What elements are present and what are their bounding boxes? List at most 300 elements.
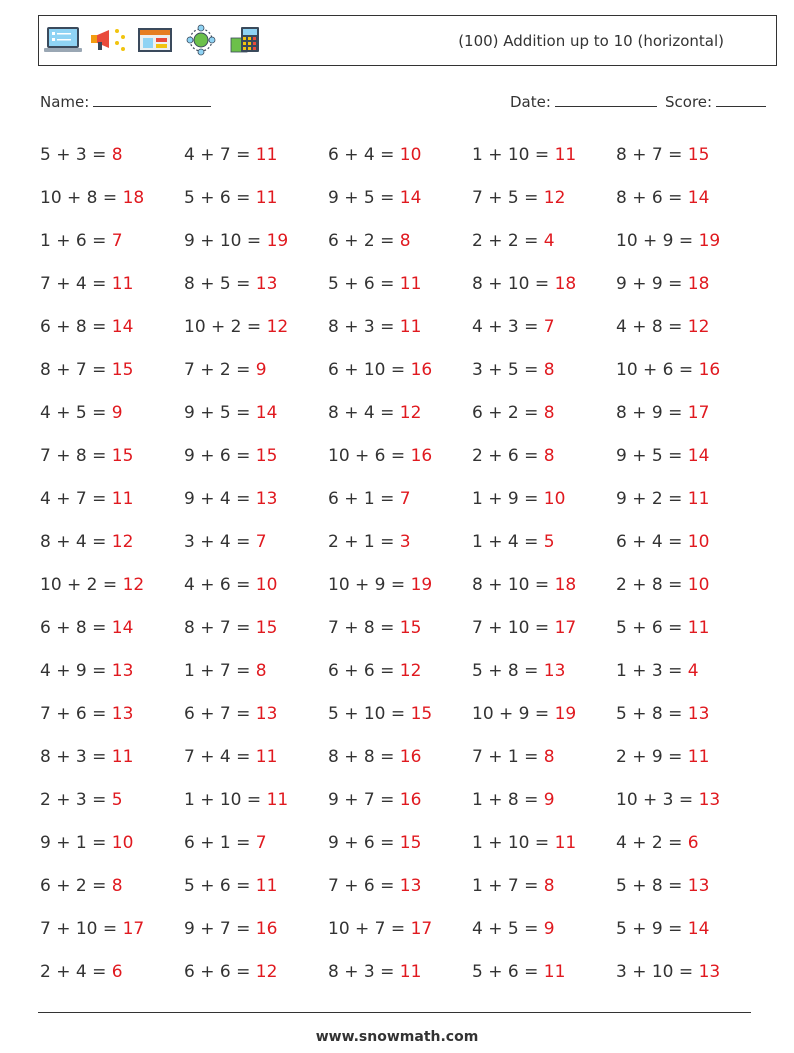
problem-item	[184, 737, 328, 780]
problem-question: 5 + 6 =	[184, 188, 251, 208]
problem-question: 1 + 10 =	[472, 145, 550, 165]
problem-answer: 10	[255, 575, 278, 595]
problem-answer: 8	[111, 876, 123, 896]
problem-item	[184, 823, 328, 866]
problem-item	[184, 694, 328, 737]
problem-item	[472, 737, 616, 780]
problem-question: 10 + 6 =	[328, 446, 406, 466]
problem-answer: 12	[687, 317, 710, 337]
problem-answer: 10	[399, 145, 422, 165]
problem-question: 9 + 2 =	[616, 489, 683, 509]
problem-question: 9 + 4 =	[184, 489, 251, 509]
problem-answer: 17	[554, 618, 577, 638]
score-field[interactable]	[665, 93, 766, 111]
problem-question: 9 + 1 =	[40, 833, 107, 853]
problem-question: 9 + 6 =	[328, 833, 395, 853]
problem-question: 1 + 4 =	[472, 532, 539, 552]
problem-item	[472, 264, 616, 307]
problem-item	[40, 522, 184, 565]
problem-answer: 12	[543, 188, 566, 208]
problem-item	[184, 952, 328, 995]
problem-item	[328, 522, 472, 565]
problem-answer: 9	[543, 790, 555, 810]
problem-question: 6 + 2 =	[328, 231, 395, 251]
problem-answer: 11	[111, 274, 134, 294]
problem-answer: 16	[410, 446, 433, 466]
problem-question: 2 + 2 =	[472, 231, 539, 251]
problem-question: 4 + 2 =	[616, 833, 683, 853]
problem-answer: 13	[698, 790, 721, 810]
problem-question: 6 + 7 =	[184, 704, 251, 724]
problem-answer: 11	[255, 188, 278, 208]
problem-question: 2 + 3 =	[40, 790, 107, 810]
problem-question: 7 + 5 =	[472, 188, 539, 208]
problem-answer: 6	[111, 962, 123, 982]
problem-item	[328, 780, 472, 823]
problem-answer: 7	[399, 489, 411, 509]
problem-question: 4 + 6 =	[184, 575, 251, 595]
problem-question: 1 + 10 =	[184, 790, 262, 810]
date-blank-line[interactable]	[555, 94, 657, 107]
problem-answer: 10	[543, 489, 566, 509]
problem-item	[472, 221, 616, 264]
problem-question: 8 + 4 =	[40, 532, 107, 552]
problem-answer: 7	[111, 231, 123, 251]
problem-question: 4 + 7 =	[184, 145, 251, 165]
problem-answer: 18	[554, 274, 577, 294]
problem-item	[616, 436, 760, 479]
problem-answer: 12	[399, 403, 422, 423]
problem-question: 10 + 8 =	[40, 188, 118, 208]
problem-answer: 12	[399, 661, 422, 681]
problem-item	[328, 694, 472, 737]
problem-answer: 11	[111, 489, 134, 509]
problem-question: 5 + 8 =	[616, 876, 683, 896]
problem-item	[616, 909, 760, 952]
problem-answer: 11	[687, 618, 710, 638]
problem-item	[472, 135, 616, 178]
problem-item	[328, 866, 472, 909]
problem-item	[616, 135, 760, 178]
problem-question: 1 + 3 =	[616, 661, 683, 681]
problem-answer: 13	[255, 704, 278, 724]
problem-answer: 13	[111, 704, 134, 724]
problem-question: 6 + 6 =	[184, 962, 251, 982]
problem-item	[328, 608, 472, 651]
problem-answer: 15	[687, 145, 710, 165]
problem-item	[472, 307, 616, 350]
date-field[interactable]	[510, 93, 657, 111]
problem-item	[328, 952, 472, 995]
problem-question: 1 + 9 =	[472, 489, 539, 509]
megaphone-icon	[89, 24, 129, 56]
problem-answer: 8	[543, 446, 555, 466]
problem-item	[40, 866, 184, 909]
problem-answer: 8	[543, 360, 555, 380]
problem-question: 8 + 8 =	[328, 747, 395, 767]
problem-answer: 15	[255, 618, 278, 638]
problem-item	[328, 221, 472, 264]
problem-answer: 18	[554, 575, 577, 595]
problem-item	[616, 651, 760, 694]
problem-answer: 9	[255, 360, 267, 380]
problem-question: 3 + 4 =	[184, 532, 251, 552]
problem-item	[616, 780, 760, 823]
problem-question: 2 + 9 =	[616, 747, 683, 767]
problem-answer: 11	[255, 145, 278, 165]
problem-item	[40, 393, 184, 436]
problem-item	[616, 178, 760, 221]
problem-answer: 15	[111, 446, 134, 466]
problem-item	[184, 479, 328, 522]
problem-item	[472, 436, 616, 479]
problem-question: 2 + 8 =	[616, 575, 683, 595]
problem-question: 7 + 8 =	[40, 446, 107, 466]
problem-answer: 9	[543, 919, 555, 939]
problem-question: 6 + 2 =	[472, 403, 539, 423]
problem-item	[328, 178, 472, 221]
score-label: Score:	[665, 93, 713, 111]
problem-answer: 14	[687, 188, 710, 208]
name-blank-line[interactable]	[93, 94, 211, 107]
problem-answer: 19	[554, 704, 577, 724]
problem-item	[184, 909, 328, 952]
problem-item	[328, 307, 472, 350]
problem-answer: 5	[543, 532, 555, 552]
problem-answer: 11	[543, 962, 566, 982]
problem-question: 1 + 8 =	[472, 790, 539, 810]
problem-answer: 13	[543, 661, 566, 681]
problem-question: 10 + 9 =	[328, 575, 406, 595]
problem-question: 4 + 3 =	[472, 317, 539, 337]
problem-item	[40, 264, 184, 307]
problem-answer: 14	[111, 618, 134, 638]
icon-strip	[43, 24, 267, 56]
problem-question: 8 + 7 =	[616, 145, 683, 165]
problem-answer: 16	[698, 360, 721, 380]
problem-question: 9 + 6 =	[184, 446, 251, 466]
problem-question: 4 + 7 =	[40, 489, 107, 509]
problem-item	[472, 651, 616, 694]
problem-question: 5 + 8 =	[472, 661, 539, 681]
problem-question: 8 + 10 =	[472, 274, 550, 294]
problem-question: 9 + 10 =	[184, 231, 262, 251]
problem-question: 7 + 8 =	[328, 618, 395, 638]
problem-question: 9 + 7 =	[184, 919, 251, 939]
problem-item	[616, 221, 760, 264]
problem-item	[472, 952, 616, 995]
problem-item	[328, 436, 472, 479]
problem-answer: 13	[687, 876, 710, 896]
problem-question: 5 + 3 =	[40, 145, 107, 165]
problem-question: 5 + 8 =	[616, 704, 683, 724]
problem-answer: 15	[255, 446, 278, 466]
problem-question: 1 + 10 =	[472, 833, 550, 853]
problem-answer: 7	[543, 317, 555, 337]
problem-question: 5 + 6 =	[616, 618, 683, 638]
problem-answer: 13	[111, 661, 134, 681]
problem-answer: 16	[410, 360, 433, 380]
problem-answer: 11	[399, 274, 422, 294]
problem-question: 7 + 4 =	[40, 274, 107, 294]
problem-item	[472, 522, 616, 565]
problem-question: 5 + 6 =	[328, 274, 395, 294]
problem-answer: 15	[111, 360, 134, 380]
problem-question: 8 + 10 =	[472, 575, 550, 595]
calculator-icon	[227, 24, 267, 56]
problem-item	[184, 651, 328, 694]
problem-item	[40, 178, 184, 221]
problem-item	[472, 823, 616, 866]
problem-question: 6 + 1 =	[328, 489, 395, 509]
problem-question: 8 + 3 =	[40, 747, 107, 767]
problem-item	[328, 350, 472, 393]
problem-answer: 11	[255, 747, 278, 767]
problem-question: 5 + 6 =	[184, 876, 251, 896]
problem-item	[616, 694, 760, 737]
problem-item	[616, 307, 760, 350]
problem-answer: 16	[399, 790, 422, 810]
problem-item	[472, 350, 616, 393]
problem-item	[40, 823, 184, 866]
problem-answer: 17	[687, 403, 710, 423]
problem-question: 1 + 6 =	[40, 231, 107, 251]
problem-answer: 12	[111, 532, 134, 552]
problem-question: 3 + 10 =	[616, 962, 694, 982]
header-box	[38, 15, 777, 66]
problem-item	[40, 221, 184, 264]
laptop-checklist-icon	[43, 24, 83, 56]
footer-rule	[38, 1012, 751, 1013]
problem-answer: 14	[111, 317, 134, 337]
problem-answer: 13	[255, 274, 278, 294]
problem-question: 6 + 2 =	[40, 876, 107, 896]
problem-item	[472, 393, 616, 436]
problem-item	[184, 264, 328, 307]
problem-answer: 8	[543, 876, 555, 896]
problem-answer: 11	[399, 962, 422, 982]
problem-question: 10 + 9 =	[472, 704, 550, 724]
problem-item	[616, 565, 760, 608]
problem-question: 1 + 7 =	[472, 876, 539, 896]
problem-question: 6 + 8 =	[40, 317, 107, 337]
problem-question: 6 + 4 =	[328, 145, 395, 165]
problem-answer: 3	[399, 532, 411, 552]
problem-answer: 15	[399, 833, 422, 853]
problem-question: 7 + 6 =	[328, 876, 395, 896]
problem-answer: 8	[543, 747, 555, 767]
problem-answer: 13	[399, 876, 422, 896]
problem-item	[184, 780, 328, 823]
problem-answer: 14	[399, 188, 422, 208]
problem-question: 8 + 9 =	[616, 403, 683, 423]
problem-answer: 13	[698, 962, 721, 982]
problem-item	[40, 608, 184, 651]
problem-item	[472, 866, 616, 909]
problem-question: 5 + 9 =	[616, 919, 683, 939]
problem-item	[328, 393, 472, 436]
problem-question: 8 + 3 =	[328, 317, 395, 337]
problem-item	[40, 909, 184, 952]
footer-url[interactable]: www.snowmath.com	[315, 1029, 479, 1045]
problem-question: 6 + 8 =	[40, 618, 107, 638]
problem-answer: 11	[111, 747, 134, 767]
problem-question: 7 + 2 =	[184, 360, 251, 380]
problem-answer: 10	[687, 532, 710, 552]
problem-item	[40, 436, 184, 479]
problem-answer: 14	[687, 446, 710, 466]
problem-item	[328, 823, 472, 866]
problem-answer: 16	[399, 747, 422, 767]
problem-item	[472, 479, 616, 522]
problem-item	[472, 178, 616, 221]
problem-answer: 11	[255, 876, 278, 896]
storefront-icon	[135, 24, 175, 56]
problem-answer: 19	[266, 231, 289, 251]
problem-question: 4 + 8 =	[616, 317, 683, 337]
problem-answer: 8	[543, 403, 555, 423]
problem-item	[616, 608, 760, 651]
problem-item	[328, 909, 472, 952]
problem-item	[616, 952, 760, 995]
problem-grid	[40, 135, 780, 995]
problem-item	[472, 608, 616, 651]
problem-item	[472, 780, 616, 823]
problem-answer: 19	[698, 231, 721, 251]
problem-answer: 10	[687, 575, 710, 595]
problem-item	[616, 264, 760, 307]
problem-question: 6 + 6 =	[328, 661, 395, 681]
problem-question: 4 + 5 =	[472, 919, 539, 939]
problem-question: 7 + 1 =	[472, 747, 539, 767]
problem-question: 7 + 10 =	[472, 618, 550, 638]
problem-item	[40, 307, 184, 350]
problem-item	[184, 307, 328, 350]
problem-item	[616, 393, 760, 436]
problem-question: 10 + 6 =	[616, 360, 694, 380]
problem-item	[616, 522, 760, 565]
problem-question: 3 + 5 =	[472, 360, 539, 380]
problem-item	[472, 694, 616, 737]
problem-answer: 5	[111, 790, 123, 810]
problem-item	[328, 565, 472, 608]
problem-item	[616, 350, 760, 393]
problem-item	[40, 780, 184, 823]
problem-item	[40, 694, 184, 737]
problem-answer: 8	[255, 661, 267, 681]
problem-item	[328, 479, 472, 522]
problem-item	[184, 221, 328, 264]
date-label: Date:	[510, 93, 551, 111]
problem-item	[184, 393, 328, 436]
problem-question: 10 + 2 =	[40, 575, 118, 595]
problem-answer: 14	[687, 919, 710, 939]
problem-answer: 18	[687, 274, 710, 294]
problem-item	[40, 135, 184, 178]
problem-item	[184, 436, 328, 479]
problem-item	[184, 866, 328, 909]
problem-answer: 11	[266, 790, 289, 810]
problem-question: 10 + 2 =	[184, 317, 262, 337]
problem-item	[328, 737, 472, 780]
problem-item	[328, 651, 472, 694]
problem-item	[40, 350, 184, 393]
problem-item	[616, 737, 760, 780]
problem-answer: 11	[687, 489, 710, 509]
problem-answer: 19	[410, 575, 433, 595]
problem-answer: 12	[266, 317, 289, 337]
problem-question: 1 + 7 =	[184, 661, 251, 681]
problem-answer: 16	[255, 919, 278, 939]
problem-question: 4 + 5 =	[40, 403, 107, 423]
problem-item	[184, 350, 328, 393]
problem-answer: 18	[122, 188, 145, 208]
problem-answer: 14	[255, 403, 278, 423]
problem-question: 8 + 3 =	[328, 962, 395, 982]
problem-item	[184, 608, 328, 651]
problem-question: 4 + 9 =	[40, 661, 107, 681]
problem-question: 5 + 10 =	[328, 704, 406, 724]
problem-question: 8 + 7 =	[184, 618, 251, 638]
problem-answer: 11	[554, 833, 577, 853]
problem-item	[472, 565, 616, 608]
problem-question: 2 + 4 =	[40, 962, 107, 982]
problem-item	[616, 479, 760, 522]
problem-question: 9 + 5 =	[616, 446, 683, 466]
problem-answer: 12	[122, 575, 145, 595]
problem-question: 7 + 4 =	[184, 747, 251, 767]
problem-answer: 15	[410, 704, 433, 724]
problem-item	[328, 135, 472, 178]
problem-answer: 8	[399, 231, 411, 251]
problem-item	[616, 823, 760, 866]
name-field[interactable]	[40, 93, 211, 111]
problem-question: 8 + 6 =	[616, 188, 683, 208]
problem-answer: 7	[255, 532, 267, 552]
problem-question: 6 + 10 =	[328, 360, 406, 380]
problem-item	[184, 565, 328, 608]
score-blank-line[interactable]	[716, 94, 766, 107]
problem-answer: 17	[410, 919, 433, 939]
worksheet-title: (100) Addition up to 10 (horizontal)	[458, 32, 724, 50]
problem-question: 10 + 9 =	[616, 231, 694, 251]
problem-question: 8 + 4 =	[328, 403, 395, 423]
problem-answer: 4	[687, 661, 699, 681]
network-globe-icon	[181, 24, 221, 56]
problem-item	[184, 135, 328, 178]
problem-item	[472, 909, 616, 952]
problem-question: 9 + 7 =	[328, 790, 395, 810]
problem-question: 9 + 9 =	[616, 274, 683, 294]
problem-answer: 4	[543, 231, 555, 251]
problem-question: 5 + 6 =	[472, 962, 539, 982]
problem-item	[40, 737, 184, 780]
problem-question: 7 + 6 =	[40, 704, 107, 724]
problem-question: 6 + 4 =	[616, 532, 683, 552]
problem-answer: 8	[111, 145, 123, 165]
problem-answer: 10	[111, 833, 134, 853]
problem-question: 8 + 7 =	[40, 360, 107, 380]
problem-item	[40, 651, 184, 694]
problem-item	[40, 952, 184, 995]
problem-answer: 13	[255, 489, 278, 509]
problem-answer: 12	[255, 962, 278, 982]
problem-question: 7 + 10 =	[40, 919, 118, 939]
problem-answer: 6	[687, 833, 699, 853]
problem-item	[616, 866, 760, 909]
problem-answer: 11	[399, 317, 422, 337]
name-label: Name:	[40, 93, 90, 111]
